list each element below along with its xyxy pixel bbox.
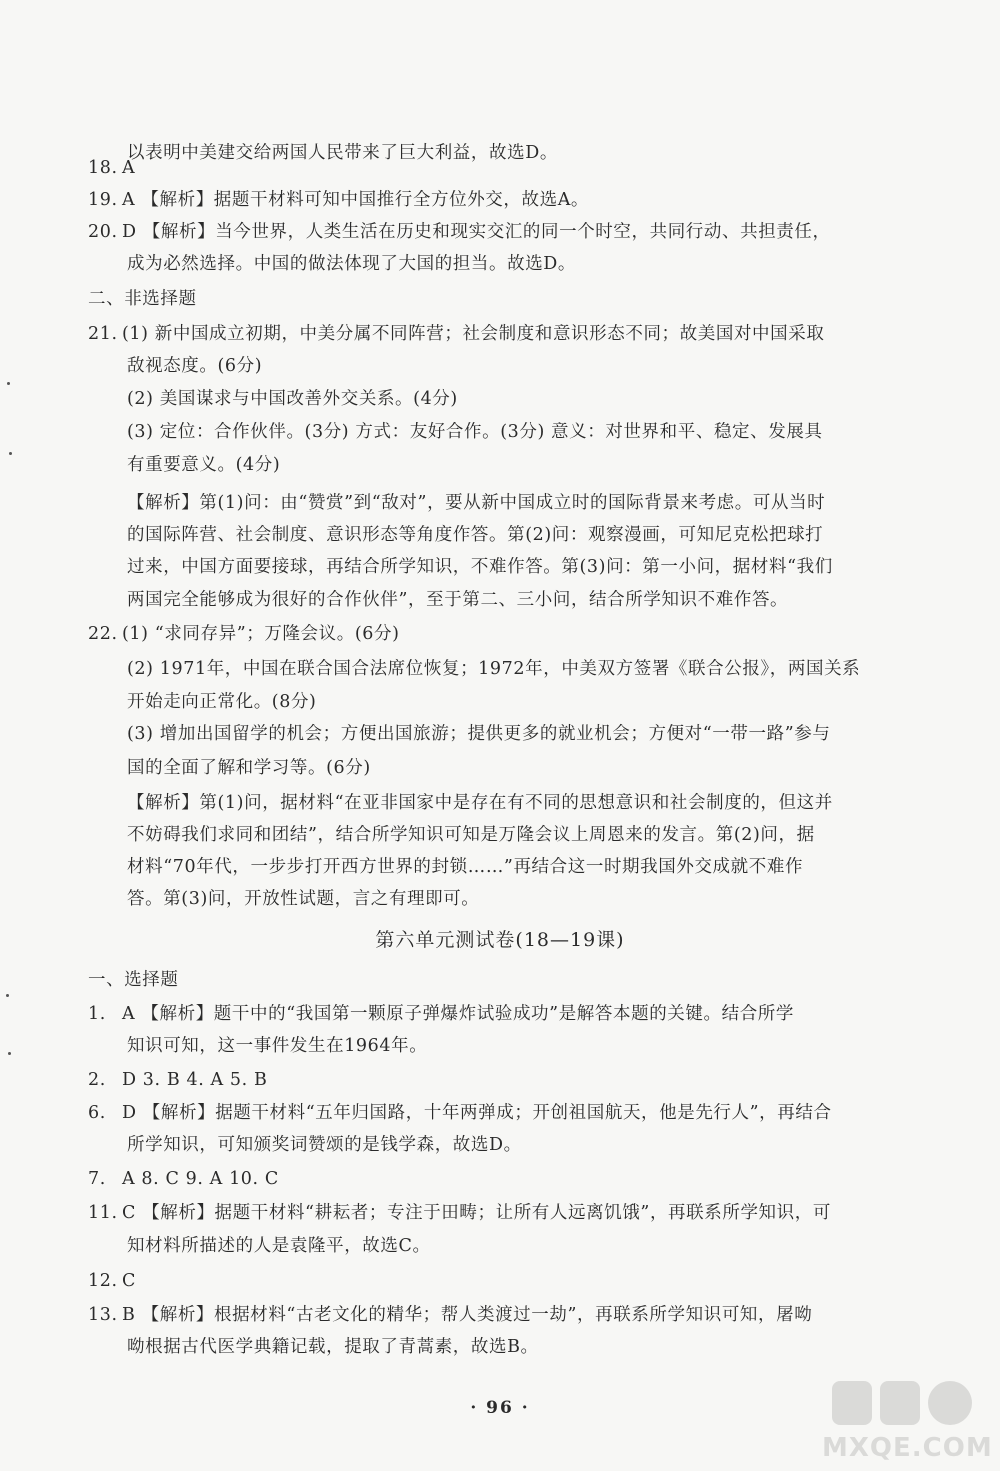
text-line [88,156,135,180]
text-line [127,252,576,276]
line-text: D 【解析】当今世界，人类生活在历史和现实交汇的同一个时空，共同行动、共担责任， [122,222,831,242]
line-text: 的国际阵营、社会制度、意识形态等角度作答。第(2)问：观察漫画，可知尼克松把球打 [127,525,824,545]
text-line [88,1201,831,1225]
item-number: 22. [88,624,118,644]
line-text: 答。第(3)问，开放性试题，言之有理即可。 [127,889,480,909]
text-line [127,453,280,477]
item-number: 2. [88,1070,106,1090]
line-text: 【解析】第(1)问，据材料“在亚非国家中是存在有不同的思想意识和社会制度的，但这并 [127,793,833,813]
line-text: (3) 定位：合作伙伴。(3分) 方式：友好合作。(3分) 意义：对世界和平、稳定、发展具 [127,422,823,442]
line-text: 敌视态度。(6分) [127,356,263,376]
line-text: (3) 增加出国留学的机会；方便出国旅游；提供更多的就业机会；方便对“一带一路”参与 [127,724,831,744]
text-line [88,1167,279,1191]
text-line [127,491,825,515]
watermark-logo-icon [822,1373,982,1433]
item-number: 1. [88,1004,106,1024]
text-line [127,855,803,879]
line-text: 成为必然选择。中国的做法体现了大国的担当。故选D。 [127,254,577,274]
site-watermark [822,1373,993,1463]
text-line [127,887,479,911]
text-line [127,722,830,746]
line-text: 国的全面了解和学习等。(6分) [127,758,371,778]
line-text: (2) 1971年，中国在联合国合法席位恢复；1972年，中美双方签署《联合公报》，两国关系 [127,659,861,679]
line-text: 有重要意义。(4分) [127,455,281,475]
item-number: 11. [88,1203,118,1223]
text-line [127,1133,522,1157]
line-text: D 3. B 4. A 5. B [122,1070,268,1090]
text-line [88,188,589,212]
scan-speck [7,382,10,385]
line-text: 所学知识，可知颁奖词赞颂的是钱学森，故选D。 [127,1135,522,1155]
text-line [127,1034,427,1058]
line-text: A [122,158,136,178]
line-text: 呦根据古代医学典籍记载，提取了青蒿素，故选B。 [127,1337,539,1357]
item-number: 19. [88,190,118,210]
text-line [88,1068,267,1092]
line-text: C [122,1271,136,1291]
text-line [88,287,197,311]
line-text: A 【解析】题干中的“我国第一颗原子弹爆炸试验成功”是解答本题的关键。结合所学 [122,1004,794,1024]
line-text: 材料“70年代，一步步打开西方世界的封锁……”再结合这一时期我国外交成就不难作 [127,857,804,877]
line-text: 【解析】第(1)问：由“赞赏”到“敌对”，要从新中国成立时的国际背景来考虑。可从当时 [127,493,826,513]
text-line [127,420,823,444]
scan-speck [8,1052,11,1055]
line-text: C 【解析】据题干材料“耕耘者；专注于田畴；让所有人远离饥饿”，再联系所学知识，可 [122,1203,831,1223]
page-number: · 96 · [470,1398,530,1418]
text-line [127,354,262,378]
text-line [88,322,824,346]
text-line [127,588,788,612]
line-text: (1) 新中国成立初期，中美分属不同阵营；社会制度和意识形态不同；故美国对中国采取 [122,324,825,344]
text-line [88,1269,136,1293]
text-line [127,387,458,411]
text-line [88,968,179,992]
scan-speck [6,994,9,997]
text-line [127,823,815,847]
line-text: 知识可知，这一事件发生在1964年。 [127,1036,428,1056]
item-number: 13. [88,1305,118,1325]
item-number: 12. [88,1271,118,1291]
item-number: 20. [88,222,118,242]
item-number: 21. [88,324,118,344]
line-text: D 【解析】据题干材料“五年归国路，十年两弹成；开创祖国航天，他是先行人”，再结合 [122,1103,832,1123]
text-line [127,657,860,681]
line-text: A 【解析】据题干材料可知中国推行全方位外交，故选A。 [122,190,590,210]
text-line [127,523,823,547]
text-line [88,1002,794,1026]
line-text: B 【解析】根据材料“古老文化的精华；帮人类渡过一劫”，再联系所学知识可知，屠呦 [122,1305,813,1325]
text-line [127,690,317,714]
text-line [88,220,831,244]
item-number: 6. [88,1103,106,1123]
scan-speck [9,452,12,455]
line-text: 一、选择题 [88,970,179,990]
line-text: 第六单元测试卷(18—19课) [375,929,625,951]
line-text: 过来，中国方面要接球，再结合所学知识，不难作答。第(3)问：第一小问，据材料“我们 [127,557,833,577]
text-line [127,756,371,780]
text-line [88,1101,832,1125]
text-line [127,1335,539,1359]
text-line [88,622,400,646]
line-text: (2) 美国谋求与中国改善外交关系。(4分) [127,389,458,409]
text-line [127,555,833,579]
text-line [88,1303,812,1327]
watermark-text: MXQE.COM [822,1433,993,1463]
line-text: (1) “求同存异”；万隆会议。(6分) [122,624,400,644]
line-text: 以表明中美建交给两国人民带来了巨大利益，故选D。 [127,143,558,163]
section-title [0,928,1000,952]
line-text: 开始走向正常化。(8分) [127,692,317,712]
line-text: 两国完全能够成为很好的合作伙伴”，至于第二、三小问，结合所学知识不难作答。 [127,590,789,610]
item-number: 18. [88,158,118,178]
item-number: 7. [88,1169,106,1189]
text-line [127,1234,431,1258]
line-text: 知材料所描述的人是袁隆平，故选C。 [127,1236,431,1256]
line-text: 不妨碍我们求同和团结”，结合所学知识可知是万隆会议上周恩来的发言。第(2)问，据 [127,825,815,845]
line-text: 二、非选择题 [88,289,197,309]
text-line [127,141,558,165]
line-text: A 8. C 9. A 10. C [122,1169,279,1189]
text-line [127,791,833,815]
